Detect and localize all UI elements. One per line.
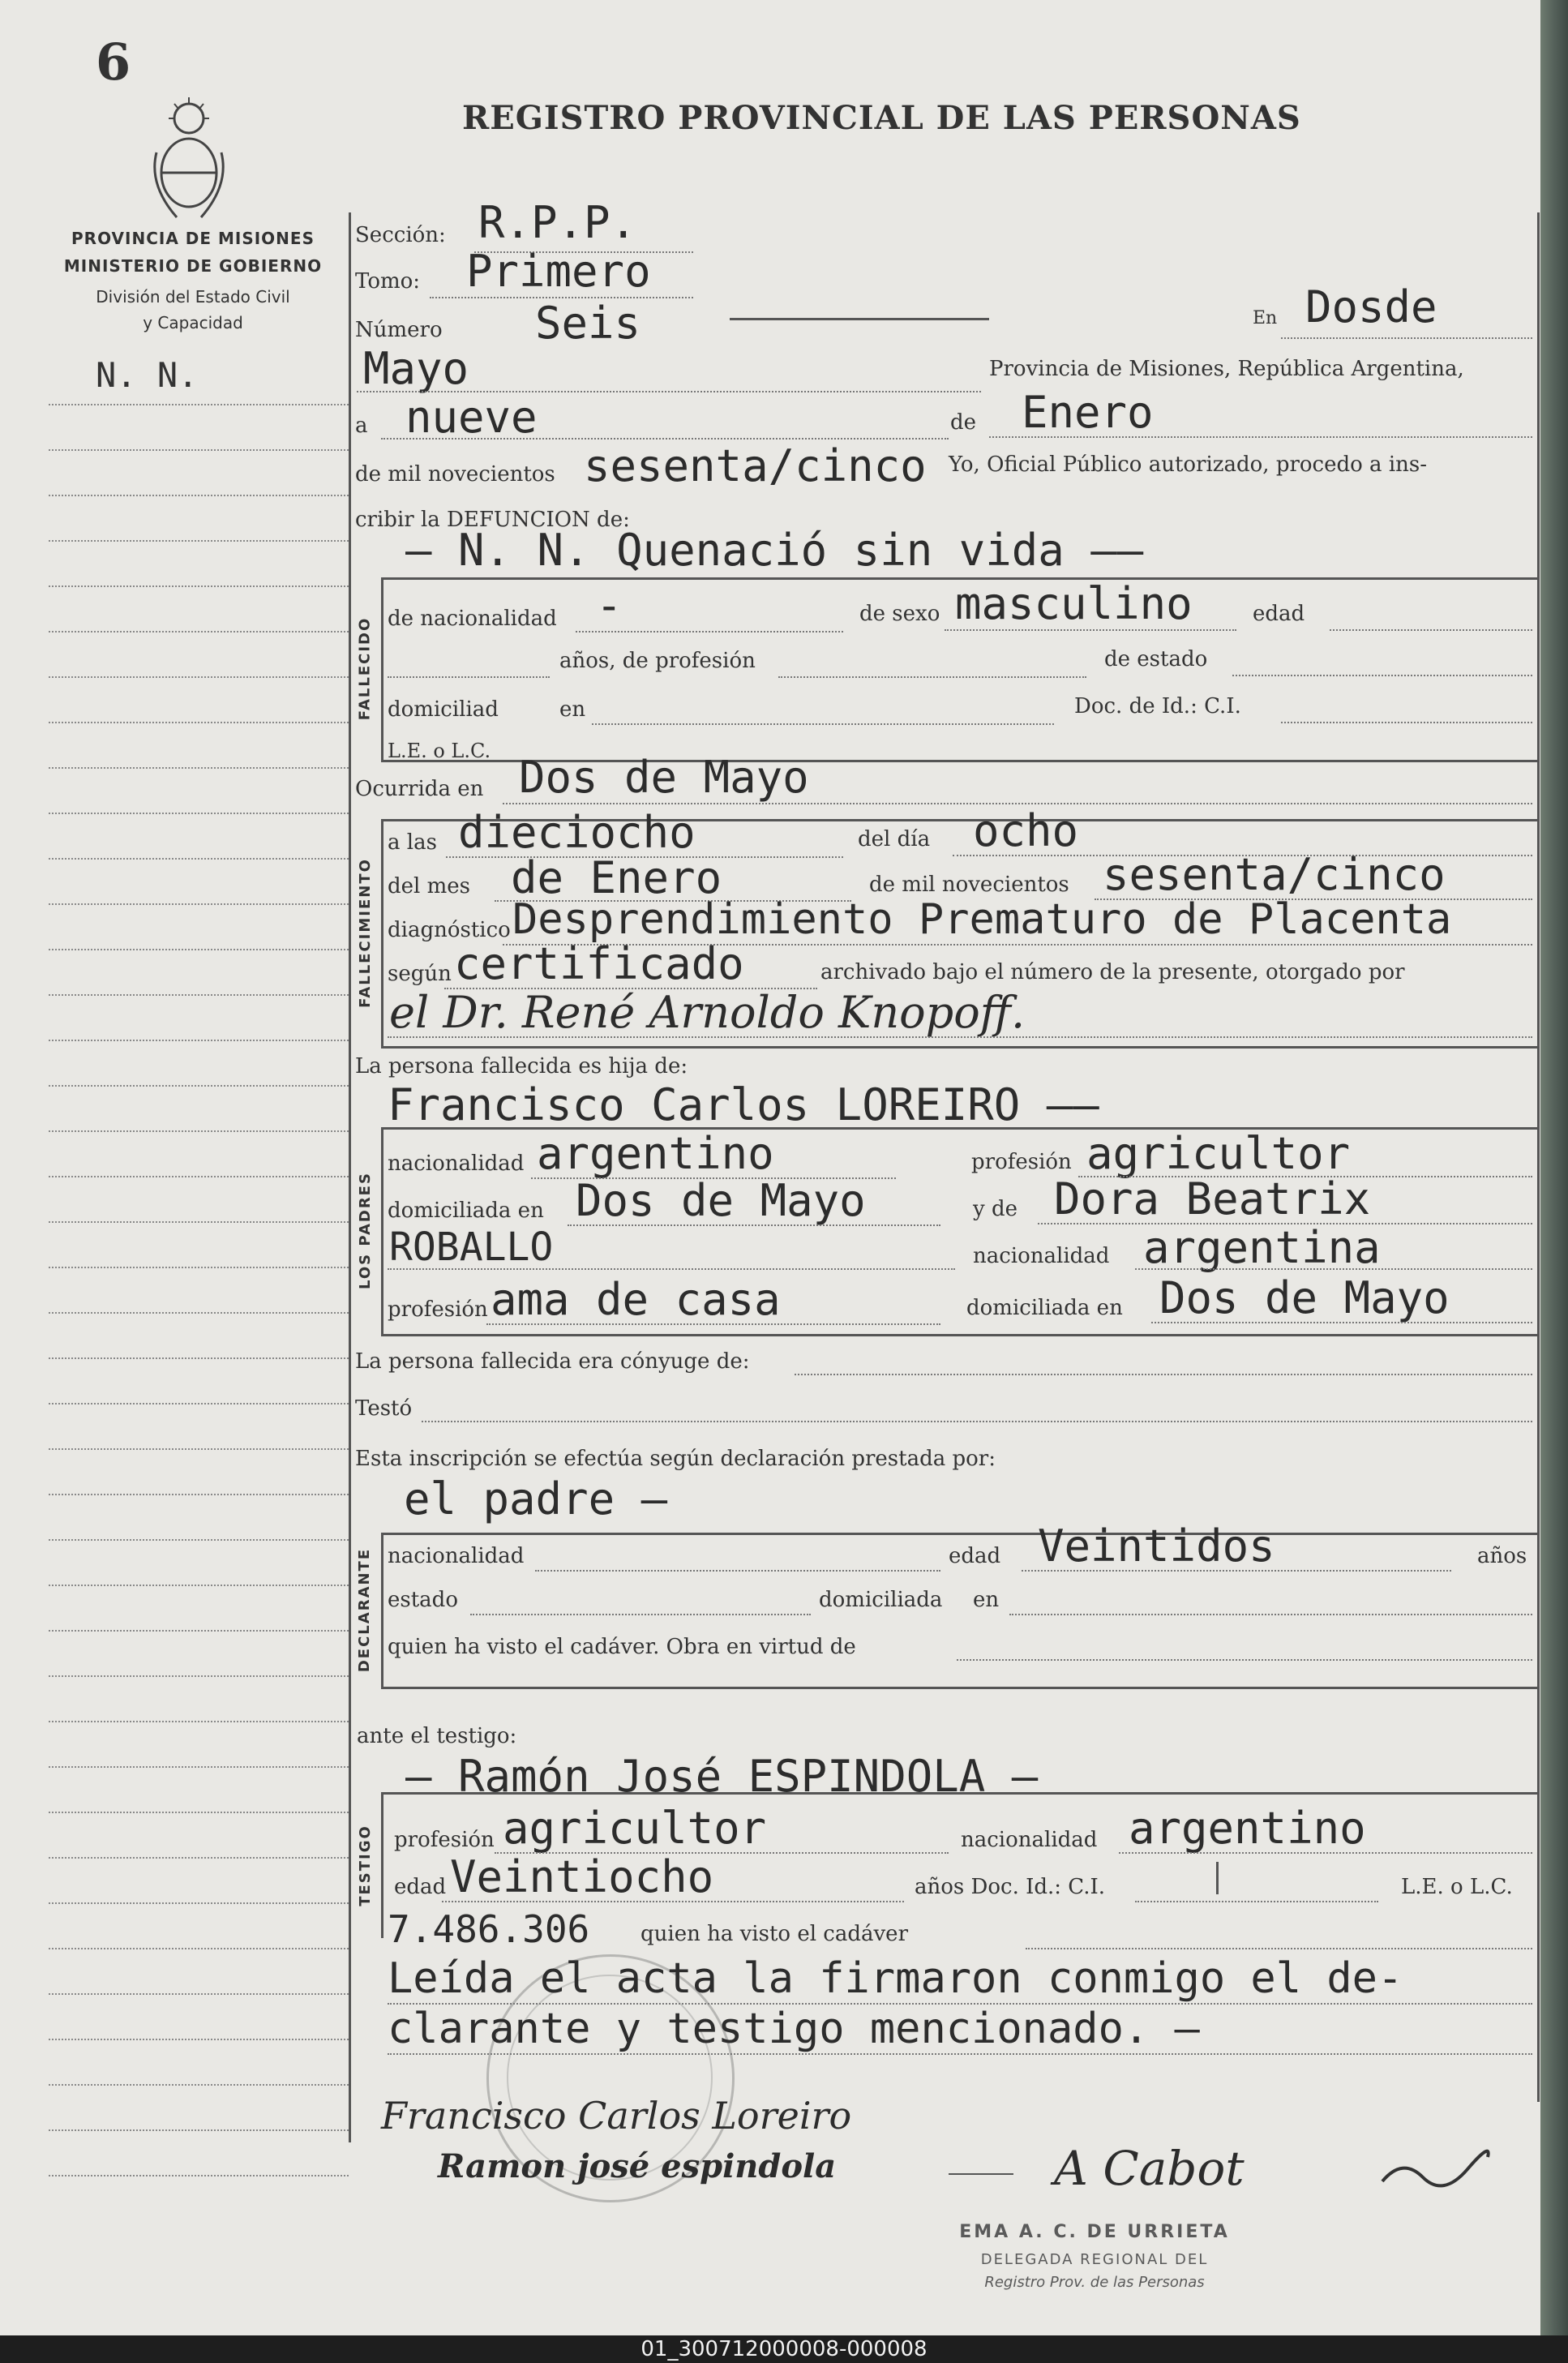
margin-rule <box>49 676 349 678</box>
margin-rule <box>49 585 349 587</box>
archivado-label: archivado bajo el número de la presente, otorgado por <box>820 960 1405 984</box>
margin-rule <box>49 1403 349 1405</box>
madre-nac-label: nacionalidad <box>973 1244 1110 1268</box>
conyuge-label: La persona fallecida era cónyuge de: <box>355 1349 750 1374</box>
stamp-role: DELEGADA REGIONAL DEL <box>980 2251 1209 2268</box>
place-line2: Mayo <box>363 343 469 394</box>
closing-line-2-rule <box>388 2053 1532 2055</box>
testigo-section-label: TESTIGO <box>356 1824 374 1906</box>
fallecimiento-section-label: FALLECIMIENTO <box>356 857 374 1008</box>
year-label: de mil novecientos <box>355 462 555 487</box>
page-number: 6 <box>96 32 131 92</box>
declarante-cadaver-label: quien ha visto el cadáver. Obra en virtud de <box>388 1635 856 1659</box>
fallecido-estado-label: de estado <box>1104 647 1208 671</box>
declarante-nac-label: nacionalidad <box>388 1544 525 1568</box>
fallecido-doc-label: Doc. de Id.: C.I. <box>1074 694 1241 718</box>
signature-oficial: A Cabot <box>1054 2141 1245 2196</box>
day-value: nueve <box>405 392 538 443</box>
margin-rule <box>49 1494 349 1495</box>
testigo-doc-label: años Doc. Id.: C.I. <box>915 1875 1106 1899</box>
day-line <box>381 438 949 440</box>
office-line-3: División del Estado Civil <box>96 287 290 307</box>
margin-rule <box>49 1812 349 1813</box>
testigo-doc-numero: 7.486.306 <box>388 1907 590 1951</box>
margin-rule <box>49 1902 349 1904</box>
book-binding <box>1540 0 1568 2363</box>
testo-line <box>422 1421 1532 1422</box>
fallecido-nacionalidad-line <box>576 631 843 633</box>
hora-value: dieciocho <box>458 807 696 858</box>
fallecido-sexo-label: de sexo <box>859 602 940 626</box>
margin-rule <box>49 813 349 814</box>
testigo-edad-label: edad <box>394 1875 447 1899</box>
fallecido-en-label: en <box>559 697 586 722</box>
tomo-label: Tomo: <box>355 269 421 294</box>
margin-rule <box>49 1040 349 1041</box>
anio-label: de mil novecientos <box>869 873 1069 897</box>
margin-rule <box>49 1357 349 1359</box>
margin-rule <box>49 1675 349 1677</box>
declarante-cadaver-line <box>957 1659 1532 1661</box>
margin-name: N. N. <box>96 355 199 395</box>
mes-label: del mes <box>388 874 470 898</box>
padre-prof: agricultor <box>1086 1128 1351 1179</box>
fallecido-doc-line <box>1281 722 1532 723</box>
frame-right-rule <box>1537 212 1540 2102</box>
margin-rule <box>49 1130 349 1132</box>
fallecido-profesion-label: años, de profesión <box>559 649 756 673</box>
stamp-name: EMA A. C. DE URRIETA <box>959 2222 1230 2242</box>
margin-rule <box>49 449 349 451</box>
padre-nac: argentino <box>537 1128 774 1179</box>
coat-of-arms-icon <box>144 96 233 225</box>
padre-prof-label: profesión <box>971 1150 1072 1174</box>
segun-label: según <box>388 962 452 986</box>
margin-rule <box>49 903 349 905</box>
en-label: En <box>1253 308 1278 328</box>
madre-dom-line <box>1151 1322 1532 1323</box>
medico-line <box>388 1036 1532 1038</box>
margin-rule <box>49 949 349 950</box>
testigo-nac-label: nacionalidad <box>961 1828 1098 1852</box>
madre-dom-label: domiciliada en <box>966 1296 1123 1320</box>
declarante-nombre: el padre — <box>404 1473 668 1525</box>
month-line <box>989 436 1532 438</box>
margin-rule <box>49 631 349 633</box>
madre-dom: Dos de Mayo <box>1159 1272 1450 1323</box>
declarante-estado-line <box>470 1614 811 1615</box>
madre-prof: ama de casa <box>491 1274 781 1325</box>
testigo-nac: argentino <box>1129 1803 1366 1854</box>
margin-rule <box>49 1448 349 1450</box>
diagnostico-value: Desprendimiento Prematuro de Placenta <box>512 895 1452 944</box>
testigo-edad-line <box>442 1901 904 1902</box>
mes-value: de Enero <box>511 852 722 903</box>
margin-rule <box>49 2175 349 2176</box>
office-line-2: MINISTERIO DE GOBIERNO <box>63 256 323 276</box>
numero-dash <box>730 318 989 320</box>
signature-flourish-icon <box>1378 2141 1492 2198</box>
margin-rule <box>49 1766 349 1768</box>
margin-rule <box>49 2129 349 2131</box>
inscripcion-label: Esta inscripción se efectúa según declaración prestada por: <box>355 1447 996 1471</box>
fallecido-sexo-line <box>945 629 1236 631</box>
closing-line-2: clarante y testigo mencionado. — <box>388 2005 1200 2053</box>
declarante-side-rule <box>381 1533 383 1687</box>
testigo-doc-line <box>1135 1901 1378 1902</box>
declarante-en-label: en <box>973 1588 1000 1612</box>
padre-nombre: Francisco Carlos LOREIRO —— <box>388 1079 1099 1130</box>
fallecimiento-bottom-rule <box>381 1046 1537 1049</box>
padres-intro-label: La persona fallecida es hija de: <box>355 1054 688 1079</box>
declarante-edad: Veintidos <box>1038 1520 1275 1572</box>
fallecido-domicilio-line <box>592 723 1054 725</box>
diagnostico-label: diagnóstico <box>388 918 511 942</box>
declarante-section-label: DECLARANTE <box>356 1547 374 1672</box>
fallecido-profesion-line <box>778 676 1086 678</box>
fallecido-nacionalidad-label: de nacionalidad <box>388 607 557 631</box>
declarante-nac-line <box>535 1570 940 1572</box>
fallecido-anios-line <box>388 676 550 678</box>
fallecido-estado-line <box>1232 675 1532 676</box>
declarante-edad-label: edad <box>949 1544 1001 1568</box>
margin-rule <box>49 1176 349 1177</box>
fallecido-edad-label: edad <box>1253 602 1305 626</box>
ante-testigo-label: ante el testigo: <box>357 1724 517 1748</box>
document-title: REGISTRO PROVINCIAL DE LAS PERSONAS <box>462 99 1301 137</box>
signature-dash <box>949 2173 1013 2175</box>
margin-rule <box>49 1312 349 1314</box>
y-de-label: y de <box>973 1197 1017 1221</box>
padres-bottom-rule <box>381 1334 1537 1336</box>
medico-value: el Dr. René Arnoldo Knopoff. <box>389 987 1026 1038</box>
dia-value: ocho <box>973 805 1079 856</box>
anio-value: sesenta/cinco <box>1103 849 1446 900</box>
padre-nac-label: nacionalidad <box>388 1151 525 1176</box>
padre-dom: Dos de Mayo <box>576 1175 866 1226</box>
madre-apellido-line <box>388 1268 955 1270</box>
en-line <box>1281 337 1532 339</box>
testigo-doc-mark <box>1216 1862 1219 1894</box>
ocurrida-label: Ocurrida en <box>355 777 484 801</box>
de-label: de <box>950 410 977 435</box>
madre-nac: argentina <box>1143 1222 1381 1273</box>
madre-nac-line <box>1135 1268 1532 1270</box>
a-label: a <box>355 414 368 438</box>
margin-rule <box>49 540 349 542</box>
madre-prof-label: profesión <box>388 1297 488 1322</box>
padres-side-rule <box>381 1127 383 1334</box>
office-line-4: y Capacidad <box>143 313 243 332</box>
margin-rule <box>49 404 349 405</box>
testigo-edad: Veintiocho <box>450 1851 714 1902</box>
testigo-nac-line <box>1119 1852 1532 1854</box>
tomo-value: Primero <box>466 246 651 297</box>
testigo-side-rule <box>381 1792 383 1938</box>
testigo-cadaver-label: quien ha visto el cadáver <box>640 1922 909 1946</box>
office-line-1: PROVINCIA DE MISIONES <box>71 229 315 248</box>
fallecido-side-rule <box>381 577 383 760</box>
margin-rule <box>49 1085 349 1087</box>
fallecido-sexo: masculino <box>955 578 1193 629</box>
margin-rule <box>49 1993 349 1995</box>
ocurrida-line <box>503 803 1532 804</box>
declarante-anios-label: años <box>1477 1544 1527 1568</box>
margin-rule <box>49 1948 349 1949</box>
fallecido-domicilio-label: domiciliad <box>388 697 499 722</box>
fallecido-name: — N. N. Quenació sin vida —— <box>405 525 1144 576</box>
margin-rule <box>49 2039 349 2040</box>
padre-dom-line <box>568 1224 940 1226</box>
oficial-label: Yo, Oficial Público autorizado, procedo a ins- <box>949 452 1428 477</box>
defuncion-label: cribir la DEFUNCION de: <box>355 508 630 532</box>
declarante-estado-label: estado <box>388 1588 458 1612</box>
stamp-office: Registro Prov. de las Personas <box>984 2274 1205 2291</box>
padres-section-label: LOS PADRES <box>356 1172 374 1289</box>
margin-rule <box>49 1585 349 1586</box>
margin-rule <box>49 767 349 769</box>
margin-rule <box>49 858 349 860</box>
conyuge-line <box>795 1374 1532 1375</box>
fallecido-le-label: L.E. o L.C. <box>388 740 491 762</box>
segun-value: certificado <box>454 938 744 989</box>
fallecido-edad-line <box>1330 629 1532 631</box>
closing-line-1: Leída el acta la firmaron conmigo el de- <box>388 1954 1403 2003</box>
month-value: Enero <box>1022 387 1154 438</box>
ocurrida-value: Dos de Mayo <box>519 752 809 803</box>
madre-apellido: ROBALLO <box>389 1224 554 1270</box>
testigo-prof-label: profesión <box>394 1828 495 1852</box>
margin-rule <box>49 1221 349 1223</box>
madre-prof-line <box>486 1323 940 1325</box>
margin-rule <box>49 1267 349 1268</box>
margin-rule <box>49 1630 349 1632</box>
testigo-cadaver-line <box>1026 1948 1532 1949</box>
numero-value: Seis <box>535 298 641 349</box>
numero-label: Número <box>355 318 443 342</box>
fallecido-section-label: FALLECIDO <box>356 616 374 721</box>
madre-nombre: Dora Beatrix <box>1054 1173 1371 1224</box>
declarante-dom-label: domiciliada <box>819 1588 943 1612</box>
margin-rule <box>49 1857 349 1859</box>
dia-label: del día <box>858 827 931 851</box>
provincia-label: Provincia de Misiones, República Argentina, <box>989 357 1464 381</box>
declarante-edad-line <box>1022 1570 1451 1572</box>
margin-rule <box>49 722 349 723</box>
signature-testigo: Ramon josé espindola <box>438 2147 837 2185</box>
declarante-dom-line <box>1009 1614 1532 1615</box>
margin-rule <box>49 994 349 996</box>
seccion-label: Sección: <box>355 223 446 247</box>
margin-rule <box>49 1539 349 1541</box>
testigo-nombre: — Ramón José ESPINDOLA — <box>405 1751 1039 1802</box>
hora-label: a las <box>388 830 437 855</box>
filename-label: 01_300712000008-000008 <box>640 2337 928 2361</box>
padre-dom-label: domiciliada en <box>388 1199 544 1223</box>
signature-padre: Francisco Carlos Loreiro <box>381 2094 852 2138</box>
margin-rule <box>49 1721 349 1722</box>
seccion-value: R.P.P. <box>478 197 637 248</box>
declarante-bottom-rule <box>381 1687 1537 1689</box>
margin-rule <box>49 495 349 496</box>
fallecimiento-side-rule <box>381 819 383 1046</box>
fallecido-nacionalidad: - <box>596 580 623 631</box>
testigo-prof: agricultor <box>503 1803 767 1854</box>
place-line1: Dosde <box>1305 281 1437 332</box>
declarante-top-rule <box>381 1533 1537 1535</box>
year-value: sesenta/cinco <box>584 440 927 491</box>
margin-rule <box>49 2084 349 2086</box>
testigo-le-label: L.E. o L.C. <box>1401 1875 1513 1899</box>
testo-label: Testó <box>355 1396 413 1421</box>
